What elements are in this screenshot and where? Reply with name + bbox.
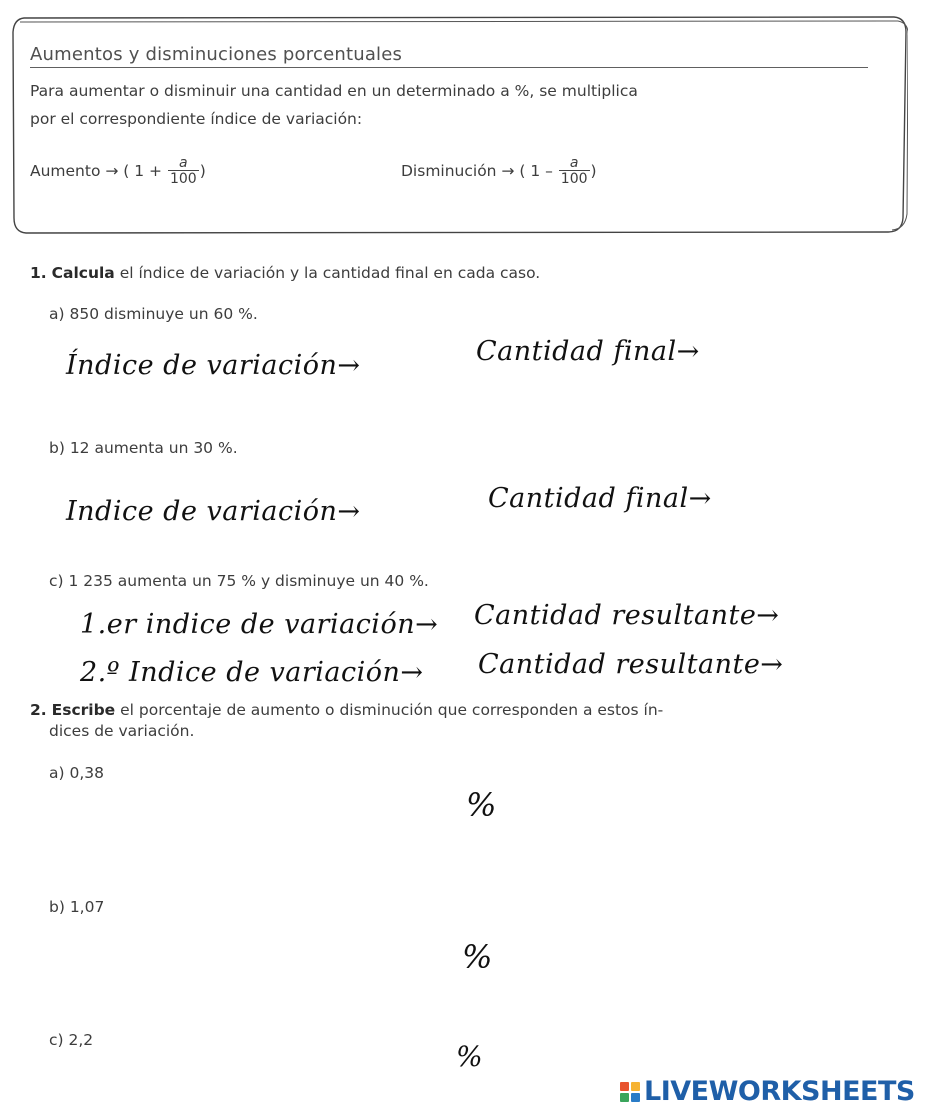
- fraction-numerator: a: [179, 155, 188, 171]
- box-line-1: Para aumentar o disminuir una cantidad en un determinado a %, se multiplica: [30, 82, 638, 100]
- question-1-text: el índice de variación y la cantidad final en cada caso.: [114, 264, 541, 282]
- handwritten-index-c1: 1.er indice de variación→: [80, 609, 439, 640]
- handwritten-index-c2: 2.º Indice de variación→: [80, 657, 424, 688]
- logo-mark-icon: [620, 1082, 640, 1102]
- question-2-number: 2.: [30, 701, 47, 719]
- fraction-denominator: 100: [169, 171, 197, 187]
- close-paren: ): [199, 162, 206, 180]
- logo-square-icon: [620, 1082, 629, 1091]
- handwritten-index-a: Índice de variación→: [66, 350, 361, 381]
- decrease-label: Disminución → ( 1 –: [401, 162, 553, 180]
- handwritten-final-b: Cantidad final→: [488, 483, 712, 514]
- question-2-verb: Escribe: [51, 701, 116, 719]
- handwritten-result-c1: Cantidad resultante→: [474, 600, 780, 631]
- question-1b: b) 12 aumenta un 30 %.: [49, 439, 238, 457]
- question-2-text-line-2: dices de variación.: [49, 722, 195, 740]
- close-paren: ): [590, 162, 597, 180]
- logo-text: LIVEWORKSHEETS: [644, 1076, 915, 1107]
- question-1-heading: [30, 264, 540, 282]
- question-1c: c) 1 235 aumenta un 75 % y disminuye un 40 %.: [49, 572, 429, 590]
- decrease-formula: [401, 156, 597, 187]
- question-1a: a) 850 disminuye un 60 %.: [49, 305, 258, 323]
- question-2-text-line-1: el porcentaje de aumento o disminución que corresponden a estos ín-: [115, 701, 664, 719]
- box-line-2: por el correspondiente índice de variación:: [30, 110, 363, 128]
- question-1-verb: Calcula: [51, 264, 115, 282]
- percent-sign-c: %: [456, 1040, 483, 1073]
- fraction-denominator: 100: [560, 171, 588, 187]
- liveworksheets-logo: [620, 1076, 915, 1107]
- handwritten-index-b: Indice de variación→: [66, 496, 361, 527]
- logo-square-icon: [631, 1082, 640, 1091]
- fraction-numerator: a: [569, 155, 579, 171]
- logo-square-icon: [631, 1093, 640, 1102]
- logo-square-icon: [620, 1093, 629, 1102]
- question-2b: b) 1,07: [49, 898, 105, 916]
- handwritten-final-a: Cantidad final→: [476, 336, 700, 367]
- percent-sign-b: %: [462, 938, 493, 976]
- increase-fraction: [168, 156, 199, 187]
- question-2-heading: [30, 701, 663, 719]
- handwritten-result-c2: Cantidad resultante→: [478, 649, 784, 680]
- box-title: Aumentos y disminuciones porcentuales: [30, 44, 868, 68]
- decrease-fraction: [559, 156, 590, 187]
- increase-label: Aumento → ( 1 +: [30, 162, 163, 180]
- percent-sign-a: %: [466, 786, 497, 824]
- increase-formula: [30, 156, 206, 187]
- question-2a: a) 0,38: [49, 764, 104, 782]
- question-2c: c) 2,2: [49, 1031, 94, 1049]
- question-1-number: 1.: [30, 264, 47, 282]
